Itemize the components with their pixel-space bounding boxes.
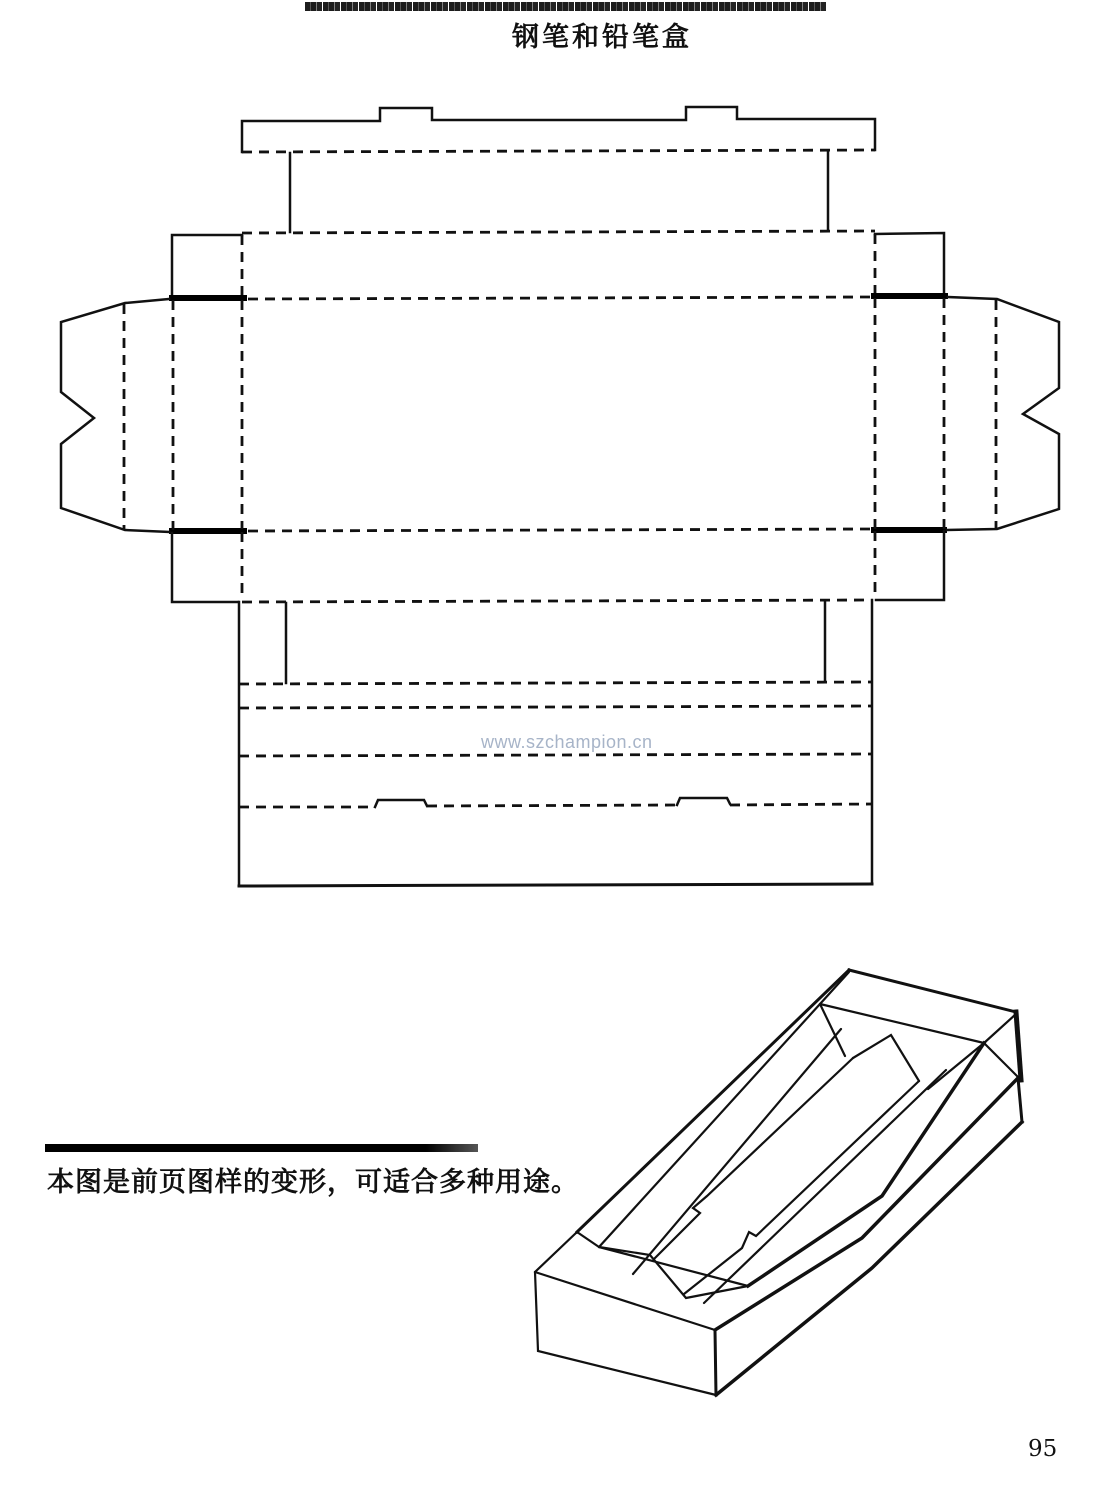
dieline-pattern (61, 107, 1059, 886)
upper-side-flaps (169, 233, 948, 298)
bump-tab-fold (239, 798, 872, 807)
center-band (61, 297, 1059, 532)
page-number: 95 (1028, 1436, 1058, 1462)
lower-side-flaps (172, 531, 944, 602)
assembled-box-3d (535, 970, 1022, 1395)
caption-text: 本图是前页图样的变形，可适合多种用途。 (47, 1167, 579, 1198)
watermark-text: www.szchampion.cn (481, 732, 653, 752)
top-lid-flap (242, 107, 875, 152)
left-wing-flap (61, 299, 242, 532)
right-wing-flap (875, 297, 1059, 530)
lid-wall-band (242, 151, 875, 233)
caption-rule (45, 1144, 478, 1152)
page-title: 钢笔和铅笔盒 (512, 22, 692, 53)
